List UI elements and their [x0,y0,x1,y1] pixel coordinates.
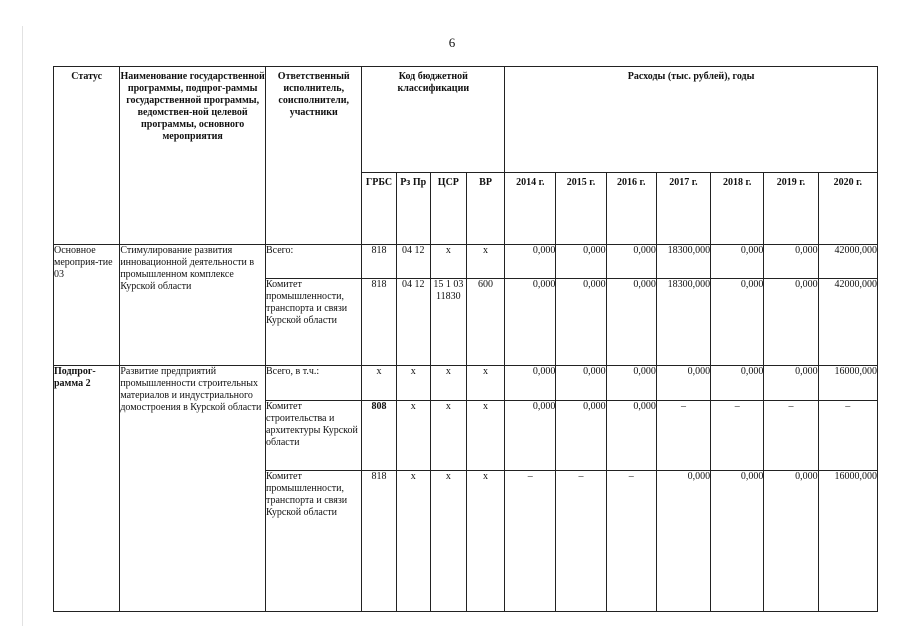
row-value: 16000,000 [818,471,877,612]
row-executor: Комитет промышленности, транспорта и связи Курской области [266,471,362,612]
page-edge-line [22,26,23,626]
header-status: Статус [54,67,120,245]
row-value: 0,000 [764,279,818,366]
row-executor: Комитет промышленности, транспорта и связи Курской области [266,279,362,366]
row-value: 0,000 [556,366,606,401]
row-value: 0,000 [764,366,818,401]
row-value: – [818,401,877,471]
row-rzpr: х [396,401,430,471]
row-csr: х [430,245,466,279]
row-value: 0,000 [556,279,606,366]
row-value: 0,000 [505,279,556,366]
row-rzpr: 04 12 [396,245,430,279]
table-row [54,245,878,279]
row-value: 0,000 [656,471,710,612]
row-csr: х [430,471,466,612]
row-vr: 600 [466,279,504,366]
row-value: 0,000 [606,245,656,279]
table-row [54,366,878,401]
row-value: 0,000 [505,401,556,471]
row-grbs: 818 [362,245,396,279]
row-status: Основное мероприя-тие 03 [54,245,120,366]
row-value: 0,000 [711,471,764,612]
header-year: 2015 г. [556,173,606,245]
row-executor: Комитет строительства и архитектуры Курской области [266,401,362,471]
budget-table [53,66,878,612]
row-value: 0,000 [556,245,606,279]
row-status: Подпрог-рамма 2 [54,366,120,612]
row-grbs: х [362,366,396,401]
row-value: 0,000 [556,401,606,471]
page-number: 6 [448,35,456,50]
row-value: 18300,000 [656,245,710,279]
row-vr: х [466,366,504,401]
row-value: 42000,000 [818,245,877,279]
row-grbs: 818 [362,471,396,612]
header-year: 2016 г. [606,173,656,245]
row-value: 0,000 [606,401,656,471]
row-rzpr: х [396,471,430,612]
row-vr: х [466,471,504,612]
row-csr: х [430,366,466,401]
header-expenses: Расходы (тыс. рублей), годы [505,67,878,173]
row-value: 42000,000 [818,279,877,366]
row-value: 0,000 [505,366,556,401]
row-value: 0,000 [711,279,764,366]
row-value: 16000,000 [818,366,877,401]
header-name: Наименование государственной программы, подпрог-раммы государственной программы, ведомствен-ной целевой программы, основного мероприятия [120,67,266,245]
row-value: – [606,471,656,612]
row-name: Стимулирование развития инновационной деятельности в промышленном комплексе Курской области [120,245,266,366]
row-value: 0,000 [505,245,556,279]
row-executor: Всего: [266,245,362,279]
row-rzpr: 04 12 [396,279,430,366]
row-value: 0,000 [764,471,818,612]
header-year: 2014 г. [505,173,556,245]
row-csr: х [430,401,466,471]
header-year: 2018 г. [711,173,764,245]
header-year: 2019 г. [764,173,818,245]
header-rzpr: Рз Пр [396,173,430,245]
row-rzpr: х [396,366,430,401]
row-vr: х [466,401,504,471]
header-csr: ЦСР [430,173,466,245]
row-value: – [656,401,710,471]
row-executor: Всего, в т.ч.: [266,366,362,401]
header-vr: ВР [466,173,504,245]
header-year: 2017 г. [656,173,710,245]
row-value: – [711,401,764,471]
row-name: Развитие предприятий промышленности строительных материалов и индустриального домостроения в Курской области [120,366,266,612]
header-year: 2020 г. [818,173,877,245]
row-value: – [764,401,818,471]
row-value: 0,000 [711,245,764,279]
row-value: 0,000 [606,279,656,366]
header-budget-code: Код бюджетной классификации [362,67,505,173]
row-grbs: 808 [362,401,396,471]
row-value: – [556,471,606,612]
row-vr: х [466,245,504,279]
row-csr: 15 1 03 11830 [430,279,466,366]
row-value: 0,000 [656,366,710,401]
row-value: – [505,471,556,612]
row-value: 0,000 [606,366,656,401]
row-value: 18300,000 [656,279,710,366]
header-executor: Ответственный исполнитель, соисполнители, участники [266,67,362,245]
header-grbs: ГРБС [362,173,396,245]
row-value: 0,000 [711,366,764,401]
row-value: 0,000 [764,245,818,279]
row-grbs: 818 [362,279,396,366]
